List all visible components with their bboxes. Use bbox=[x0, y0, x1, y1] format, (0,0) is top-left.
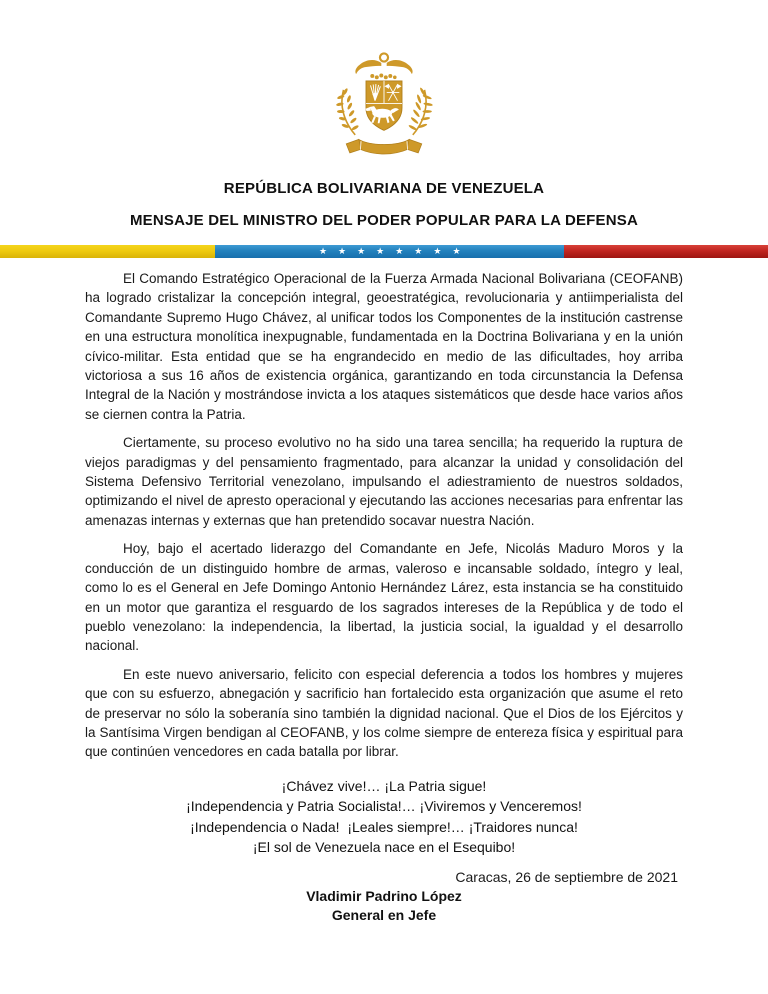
slogan-line-3: ¡Independencia o Nada! ¡Leales siempre!… ¡Traidores nunca! bbox=[190, 818, 578, 835]
slogans-block bbox=[0, 776, 768, 858]
paragraph-1: El Comando Estratégico Operacional de la Fuerza Armada Nacional Bolivariana (CEOFANB) ha logrado cristalizar la concepción integral, geoestratégica, revolucionaria y antiimperialista del Comandante Supremo Hugo Chávez, al unificar todos los Componentes de la institución castrense en una estructura monolítica inexpugnable, fundamentada en la Doctrina Bolivariana y en la unión cívico-militar. Esta entidad que se ha engrandecido en medio de las dificultades, hoy arriba victoriosa a sus 16 años de existencia orgánica, garantizando en toda circunstancia la Defensa Integral de la Nación y mostrándose invicta a los ataques sistemáticos que desde hace varios años se ciernen contra la Patria. bbox=[85, 271, 683, 422]
flag-blue-band bbox=[215, 245, 564, 258]
flag-yellow-band bbox=[0, 245, 215, 258]
signature-block bbox=[0, 887, 768, 925]
venezuela-coat-of-arms-icon bbox=[330, 50, 438, 164]
document-subtitle: MENSAJE DEL MINISTRO DEL PODER POPULAR PARA LA DEFENSA bbox=[129, 212, 639, 229]
paragraph-3: Hoy, bajo el acertado liderazgo del Comandante en Jefe, Nicolás Maduro Moros y la conducción de un distinguido hombre de armas, valeroso e incansable soldado, íntegro y leal, como lo es el General en Jefe Domingo Antonio Hernández Lárez, esta instancia se ha constituido en un motor que garantiza el resguardo de los sagrados intereses de la República y de todo el pueblo venezolano: la independencia, la libertad, la justicia social, la igualdad y el desarrollo nacional. bbox=[85, 541, 683, 654]
slogan-line-2: ¡Independencia y Patria Socialista!… ¡Viviremos y Venceremos! bbox=[186, 798, 582, 815]
signature-title: General en Jefe bbox=[331, 906, 437, 923]
message-body bbox=[85, 269, 683, 762]
flag-red-band bbox=[564, 245, 768, 258]
document-title: REPÚBLICA BOLIVARIANA DE VENEZUELA bbox=[223, 180, 545, 197]
slogan-line-4: ¡El sol de Venezuela nace en el Esequibo! bbox=[252, 839, 516, 856]
flag-divider-bar bbox=[0, 245, 768, 258]
slogan-line-1: ¡Chávez vive!… ¡La Patria sigue! bbox=[281, 777, 487, 794]
paragraph-4: En este nuevo aniversario, felicito con especial deferencia a todos los hombres y mujeres que con su esfuerzo, abnegación y sacrificio han fortalecido esta organización que asume el reto de preservar no sólo la soberanía sino también la dignidad nacional. Que el Dios de los Ejércitos y la Santísima Virgen bendigan al CEOFANB, y los colme siempre de entereza física y espiritual para que continúen vencedores en cada batalla por librar. bbox=[85, 666, 683, 760]
signature-name: Vladimir Padrino López bbox=[306, 887, 462, 904]
paragraph-2: Ciertamente, su proceso evolutivo no ha sido una tarea sencilla; ha requerido la ruptura de viejos paradigmas y del pensamiento fragmentado, para alcanzar la unidad y consolidación del Sistema Defensivo Territorial venezolano, impulsando el adiestramiento de nuestros soldados, optimizando el nivel de apresto operacional y ejecutando las acciones necesarias para enfrentar las amenazas internas y externas que han pretendido socavar nuestra Nación. bbox=[85, 435, 683, 528]
flag-stars-icon: ★★★★★★★★ bbox=[318, 246, 472, 256]
dateline: Caracas, 26 de septiembre de 2021 bbox=[455, 868, 678, 885]
